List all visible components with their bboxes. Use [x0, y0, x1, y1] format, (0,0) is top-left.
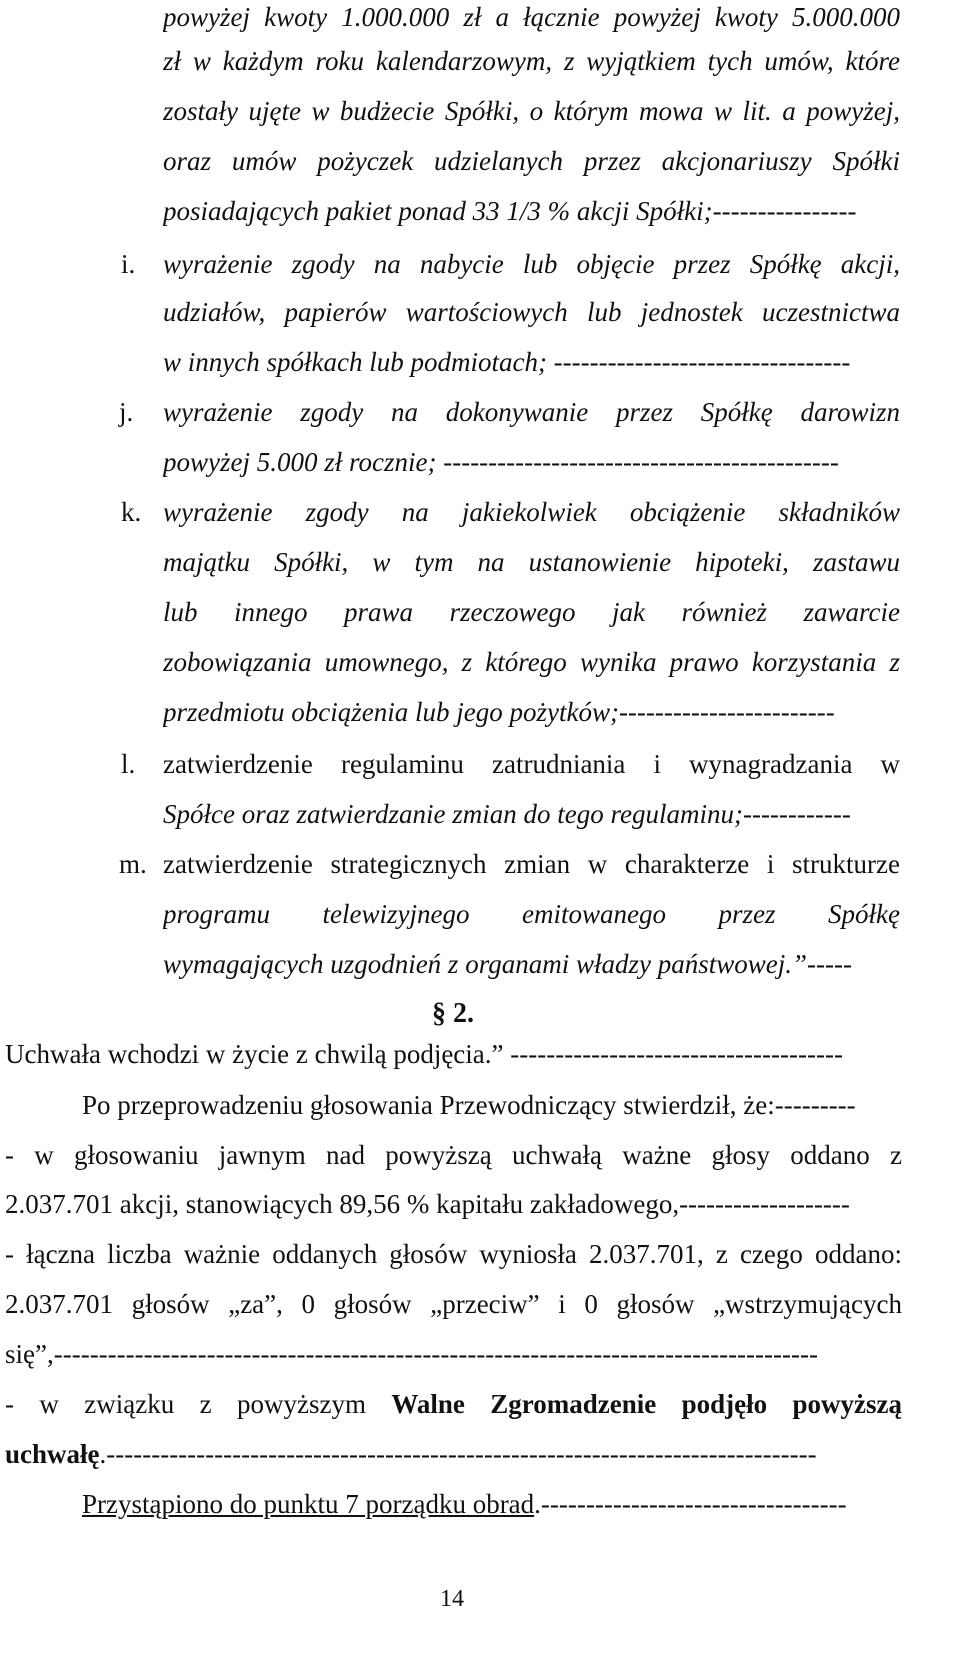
text-line — [5, 1437, 902, 1471]
text-line: powyżej 5.000 zł rocznie; -------------------------------------------- — [163, 447, 839, 477]
text-line: posiadających pakiet ponad 33 1/3 % akcji Spółki;---------------- — [163, 196, 857, 226]
page-number: 14 — [440, 1586, 464, 1612]
list-marker-m: m. — [119, 849, 147, 879]
text-line: majątku Spółki, w tym na ustanowienie hipoteki, zastawu — [163, 547, 900, 577]
text-line: Uchwała wchodzi w życie z chwilą podjęcia.” ------------------------------------- — [5, 1039, 843, 1069]
text-line: wymagających uzgodnień z organami władzy państwowej.”----- — [163, 949, 852, 979]
text-line: przedmiotu obciążenia lub jego pożytków;------------------------ — [163, 697, 835, 727]
text-line: - łączna liczba ważnie oddanych głosów wyniosła 2.037.701, z czego oddano: — [5, 1239, 902, 1269]
text-line: zł w każdym roku kalendarzowym, z wyjątkiem tych umów, które — [163, 46, 900, 76]
text-line — [82, 1487, 902, 1521]
section-heading: § 2. — [432, 998, 474, 1029]
text-line: w innych spółkach lub podmiotach; --------------------------------- — [163, 347, 851, 377]
text-line: wyrażenie zgody na dokonywanie przez Spółkę darowizn — [163, 397, 900, 427]
text-line: Spółce oraz zatwierdzanie zmian do tego regulaminu;------------ — [163, 799, 851, 829]
text-line: 2.037.701 akcji, stanowiących 89,56 % kapitału zakładowego,------------------- — [5, 1189, 850, 1219]
list-marker-j: j. — [119, 397, 134, 427]
text-line: zatwierdzenie regulaminu zatrudniania i wynagradzania w — [163, 749, 900, 779]
text-span: .------------------------------------------------------------------------------- — [99, 1439, 817, 1469]
underlined-text: Przystąpiono do punktu 7 porządku obrad — [82, 1489, 535, 1519]
bold-text: uchwałę — [5, 1439, 100, 1469]
text-line: udziałów, papierów wartościowych lub jednostek uczestnictwa — [163, 297, 900, 327]
list-marker-l: l. — [121, 749, 136, 779]
text-line: oraz umów pożyczek udzielanych przez akcjonariuszy Spółki — [163, 146, 900, 176]
text-line: powyżej kwoty 1.000.000 zł a łącznie powyżej kwoty 5.000.000 — [163, 2, 900, 32]
text-line: lub innego prawa rzeczowego jak również zawarcie — [163, 597, 900, 627]
text-line — [5, 1387, 902, 1421]
text-line: zobowiązania umownego, z którego wynika prawo korzystania z — [163, 647, 900, 677]
list-marker-i: i. — [121, 249, 136, 279]
text-line: zatwierdzenie strategicznych zmian w charakterze i strukturze — [163, 849, 900, 879]
text-line: - w głosowaniu jawnym nad powyższą uchwałą ważne głosy oddano z — [5, 1140, 902, 1170]
text-line: wyrażenie zgody na nabycie lub objęcie przez Spółkę akcji, — [163, 249, 900, 279]
text-line: wyrażenie zgody na jakiekolwiek obciążenie składników — [163, 497, 900, 527]
text-span: - w związku z powyższym — [5, 1389, 392, 1419]
text-line: 2.037.701 głosów „za”, 0 głosów „przeciw” i 0 głosów „wstrzymujących — [5, 1289, 902, 1319]
text-line: programu telewizyjnego emitowanego przez Spółkę — [163, 899, 900, 929]
text-span: .---------------------------------- — [534, 1489, 847, 1519]
text-line: zostały ujęte w budżecie Spółki, o którym mowa w lit. a powyżej, — [163, 96, 900, 126]
text-line: Po przeprowadzeniu głosowania Przewodniczący stwierdził, że:--------- — [82, 1090, 856, 1120]
text-line: się”,------------------------------------------------------------------------------------- — [5, 1339, 818, 1369]
list-marker-k: k. — [121, 497, 142, 527]
bold-text: Walne Zgromadzenie podjęło powyższą — [391, 1389, 902, 1419]
